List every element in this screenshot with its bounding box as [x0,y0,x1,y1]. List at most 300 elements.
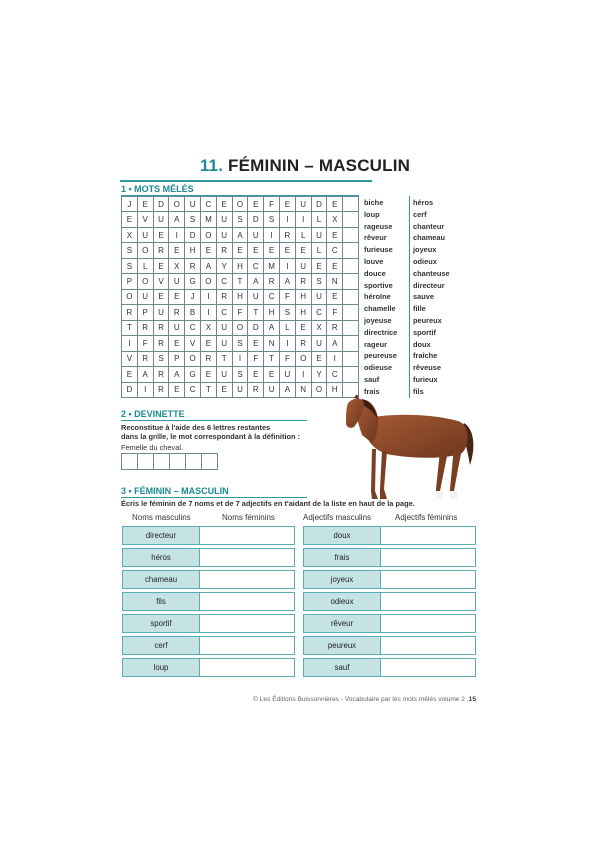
grid-cell: E [201,336,217,351]
word-list-item: rageuse [364,221,393,231]
grid-cell: M [201,212,217,227]
grid-cell: T [122,321,138,336]
feminine-answer-field[interactable] [381,549,475,566]
grid-cell: E [327,197,343,212]
word-list-item: directeur [413,280,445,290]
grid-cell: E [296,243,312,258]
grid-cell: X [312,321,328,336]
grid-cell: H [185,243,201,258]
grid-cell: U [280,367,296,382]
word-list-item: joyeuse [364,315,392,325]
grid-cell: L [138,259,154,274]
grid-cell: B [185,305,201,320]
grid-cell: E [264,367,280,382]
grid-cell: C [264,290,280,305]
grid-cell: R [296,274,312,289]
grid-cell: E [154,290,170,305]
grid-cell: U [217,336,233,351]
grid-cell: O [201,274,217,289]
grid-cell: F [264,197,280,212]
grid-cell: H [296,305,312,320]
feminine-answer-field[interactable] [200,593,294,610]
grid-cell: N [264,336,280,351]
feminine-answer-field[interactable] [200,637,294,654]
grid-cell: V [154,274,170,289]
grid-cell: O [296,352,312,367]
grid-cell: S [233,212,249,227]
grid-cell: R [327,321,343,336]
word-list-item: chamelle [364,304,396,314]
grid-cell: C [185,321,201,336]
word-list-left [364,197,397,398]
grid-cell: R [154,367,170,382]
word-list-item: biche [364,198,384,207]
answer-box[interactable] [185,453,202,470]
grid-cell: E [248,336,264,351]
grid-cell: E [169,243,185,258]
word-list-item: peureux [413,315,442,325]
page-footer [200,696,476,703]
grid-cell: U [217,367,233,382]
table-row [122,570,295,589]
section1-heading: 1 • MOTS MÊLÉS [121,184,194,194]
grid-cell: U [169,274,185,289]
word-list-item: chanteuse [413,268,450,278]
col-header-adjectifs-masculins: Adjectifs masculins [303,513,372,522]
answer-box[interactable] [137,453,154,470]
feminine-answer-field[interactable] [381,637,475,654]
grid-cell [343,243,359,258]
col-header-noms-feminins: Noms féminins [222,513,275,522]
section3-rule [121,497,307,498]
table-row [303,636,476,655]
grid-cell: R [201,352,217,367]
grid-cell: I [201,290,217,305]
masculine-word-cell: peureux [304,637,381,654]
grid-cell: J [122,197,138,212]
grid-cell: R [217,243,233,258]
grid-cell: H [264,305,280,320]
grid-cell: C [248,259,264,274]
masculine-word-cell: héros [123,549,200,566]
table-row [303,570,476,589]
col-header-adjectifs-feminins: Adjectifs féminins [395,513,458,522]
title-underline [120,180,372,182]
grid-cell: E [327,228,343,243]
devinette-definition: Femelle du cheval. [121,443,184,452]
grid-cell: U [217,228,233,243]
grid-cell: N [327,274,343,289]
grid-cell: C [217,305,233,320]
word-list-divider [409,196,410,398]
grid-cell: A [280,274,296,289]
grid-cell: S [233,336,249,351]
grid-cell: L [312,212,328,227]
grid-cell: E [201,243,217,258]
grid-cell: E [248,197,264,212]
masculine-word-cell: odieux [304,593,381,610]
grid-cell [343,259,359,274]
grid-cell: X [122,228,138,243]
grid-cell: R [248,383,264,398]
grid-cell: U [312,228,328,243]
nouns-table [122,526,295,677]
grid-cell: V [122,352,138,367]
answer-box[interactable] [121,453,138,470]
grid-cell: G [185,367,201,382]
devinette-line2: dans la grille, le mot correspondant à la définition : [121,432,301,441]
grid-cell: C [201,197,217,212]
masculine-word-cell: directeur [123,527,200,544]
feminine-answer-field[interactable] [381,659,475,676]
table-row [303,526,476,545]
grid-cell: Y [217,259,233,274]
feminine-answer-field[interactable] [381,593,475,610]
word-list-item: odieuse [364,363,392,373]
table-row [122,636,295,655]
grid-cell: O [201,228,217,243]
grid-cell: F [138,336,154,351]
devinette-line1: Reconstitue à l'aide des 6 lettres restantes [121,423,271,432]
word-list-item: louve [364,256,384,266]
grid-cell: O [122,290,138,305]
word-search-grid [121,196,359,398]
feminine-answer-field[interactable] [200,615,294,632]
word-list-right [413,197,450,398]
grid-cell: P [122,274,138,289]
grid-cell: F [248,352,264,367]
grid-cell: T [233,274,249,289]
table-row [303,592,476,611]
grid-cell: E [296,321,312,336]
grid-cell: R [154,383,170,398]
grid-cell [343,367,359,382]
word-list-item: cerf [413,209,427,219]
grid-cell: H [233,259,249,274]
grid-cell: X [327,212,343,227]
grid-cell: T [201,383,217,398]
grid-cell: L [312,243,328,258]
grid-cell: A [169,212,185,227]
word-list-item: doux [413,339,431,349]
table-row [303,658,476,677]
grid-cell: U [264,383,280,398]
word-list-item: fille [413,304,426,314]
word-list-item: frais [364,386,380,396]
grid-cell: Y [312,367,328,382]
grid-cell: A [248,274,264,289]
grid-cell: E [154,259,170,274]
grid-cell: U [248,290,264,305]
grid-cell: O [233,321,249,336]
grid-cell: E [248,367,264,382]
title-text: FÉMININ – MASCULIN [223,156,411,175]
grid-cell: E [217,383,233,398]
grid-cell [343,352,359,367]
answer-boxes [121,453,217,470]
grid-cell: A [201,259,217,274]
grid-cell: U [185,197,201,212]
grid-cell: O [312,383,328,398]
grid-cell: I [280,212,296,227]
page-title [110,156,500,176]
grid-cell [343,212,359,227]
grid-cell: U [154,212,170,227]
table-row [122,526,295,545]
grid-cell: S [185,212,201,227]
grid-cell: U [233,383,249,398]
grid-cell: E [264,243,280,258]
grid-cell: E [154,228,170,243]
grid-cell: E [280,197,296,212]
grid-cell: O [138,274,154,289]
grid-cell: F [233,305,249,320]
grid-cell: E [138,197,154,212]
masculine-word-cell: rêveur [304,615,381,632]
word-list-item: joyeux [413,245,437,255]
grid-cell: A [138,367,154,382]
feminine-answer-field[interactable] [381,571,475,588]
masculine-word-cell: sauf [304,659,381,676]
grid-cell: N [296,383,312,398]
grid-cell: E [233,243,249,258]
grid-cell: U [138,228,154,243]
answer-box[interactable] [169,453,186,470]
grid-cell: I [138,383,154,398]
word-list-item: chameau [413,233,446,243]
grid-cell: U [138,290,154,305]
grid-cell: A [264,321,280,336]
word-list-item: loup [364,209,380,219]
grid-cell: C [327,367,343,382]
word-list-item: chanteur [413,221,445,231]
grid-cell: D [185,228,201,243]
grid-cell [343,274,359,289]
grid-cell: I [122,336,138,351]
masculine-word-cell: joyeux [304,571,381,588]
grid-cell: E [280,243,296,258]
grid-cell: R [138,352,154,367]
grid-cell [343,321,359,336]
grid-cell: E [169,383,185,398]
table-row [122,614,295,633]
col-header-noms-masculins: Noms masculins [132,513,191,522]
grid-cell: D [248,321,264,336]
grid-cell: X [169,259,185,274]
grid-cell: A [327,336,343,351]
grid-cell: H [233,290,249,305]
grid-cell: R [154,321,170,336]
grid-cell: R [217,290,233,305]
grid-cell: O [233,197,249,212]
grid-cell: C [327,243,343,258]
grid-cell: D [248,212,264,227]
grid-cell: S [264,212,280,227]
grid-cell: H [296,290,312,305]
word-list-item: sportif [413,327,436,337]
grid-cell: E [122,367,138,382]
grid-cell: R [122,305,138,320]
grid-cell: P [138,305,154,320]
word-list-item: furieux [413,374,438,384]
table-row [303,548,476,567]
grid-cell: U [312,336,328,351]
grid-cell: G [185,274,201,289]
grid-cell: U [217,321,233,336]
word-list-item: héros [413,198,434,207]
word-list-item: peureuse [364,351,397,361]
grid-cell: D [154,197,170,212]
title-number: 11. [199,156,224,175]
word-list-item: fraîche [413,351,438,361]
grid-cell: U [248,228,264,243]
grid-cell: R [280,228,296,243]
grid-cell: S [280,305,296,320]
grid-cell: D [312,197,328,212]
grid-cell: F [327,305,343,320]
footer-text: © Les Éditions Buissonnières - Vocabulaire par les mots mêlés volume 2 . [253,696,469,703]
grid-cell: O [138,243,154,258]
word-list-item: fils [413,386,424,396]
grid-cell: V [185,336,201,351]
section3-heading: 3 • FÉMININ – MASCULIN [121,486,229,496]
word-list-item: furieuse [364,245,393,255]
grid-cell: S [312,274,328,289]
grid-cell: T [248,305,264,320]
masculine-word-cell: loup [123,659,200,676]
grid-cell: A [233,228,249,243]
feminine-answer-field[interactable] [381,527,475,544]
grid-cell: I [296,212,312,227]
word-list-item: rêveuse [413,363,441,373]
table-row [303,614,476,633]
word-list-item: rêveur [364,233,387,243]
table-row [122,548,295,567]
grid-cell [343,228,359,243]
grid-cell: E [327,290,343,305]
table-row [122,658,295,677]
grid-cell: U [217,212,233,227]
word-list-item: sauf [364,374,380,384]
grid-cell [343,290,359,305]
masculine-word-cell: chameau [123,571,200,588]
grid-cell: O [169,197,185,212]
grid-cell: T [264,352,280,367]
grid-cell: I [280,259,296,274]
grid-cell: C [312,305,328,320]
grid-cell: I [201,305,217,320]
grid-cell: E [122,212,138,227]
grid-cell: R [138,321,154,336]
feminine-answer-field[interactable] [200,549,294,566]
grid-cell: U [296,259,312,274]
word-list-item: sportive [364,280,393,290]
grid-cell: E [169,290,185,305]
grid-cell: U [154,305,170,320]
word-list-item: directrice [364,327,398,337]
grid-cell: M [264,259,280,274]
grid-cell: T [217,352,233,367]
grid-cell: X [201,321,217,336]
answer-box[interactable] [201,453,218,470]
grid-cell: A [169,367,185,382]
grid-cell: J [185,290,201,305]
grid-cell [343,336,359,351]
grid-cell: O [185,352,201,367]
grid-cell: A [280,383,296,398]
grid-cell: L [280,321,296,336]
feminine-answer-field[interactable] [200,659,294,676]
table-row [122,592,295,611]
masculine-word-cell: cerf [123,637,200,654]
grid-cell: U [169,321,185,336]
grid-cell: L [296,228,312,243]
grid-cell: C [217,274,233,289]
grid-cell [343,305,359,320]
grid-cell: F [280,290,296,305]
grid-cell: C [185,383,201,398]
grid-cell: U [312,290,328,305]
page-number: 15 [468,696,476,703]
answer-box[interactable] [153,453,170,470]
grid-cell: R [169,305,185,320]
grid-cell: I [264,228,280,243]
grid-cell: P [169,352,185,367]
grid-cell: R [154,336,170,351]
feminine-answer-field[interactable] [381,615,475,632]
grid-cell: R [264,274,280,289]
word-list-item: sauve [413,292,434,302]
grid-cell: S [122,243,138,258]
adjectives-table [303,526,476,677]
grid-cell: E [169,336,185,351]
grid-cell: I [233,352,249,367]
word-list-item: douce [364,268,386,278]
grid-cell: I [327,352,343,367]
horse-illustration [318,395,500,507]
grid-cell: E [312,352,328,367]
word-list-item: rageur [364,339,388,349]
grid-cell: I [169,228,185,243]
grid-cell: I [296,367,312,382]
feminine-answer-field[interactable] [200,571,294,588]
grid-cell: R [296,336,312,351]
grid-cell: I [280,336,296,351]
grid-cell: F [280,352,296,367]
grid-cell: E [312,259,328,274]
grid-cell: D [122,383,138,398]
grid-cell: S [122,259,138,274]
feminine-answer-field[interactable] [200,527,294,544]
section3-instruction: Écris le féminin de 7 noms et de 7 adjectifs en t'aidant de la liste en haut de la page. [121,499,415,508]
grid-cell: R [185,259,201,274]
masculine-word-cell: doux [304,527,381,544]
masculine-word-cell: frais [304,549,381,566]
grid-cell: E [201,367,217,382]
grid-cell: S [233,367,249,382]
section2-rule [121,420,307,421]
word-list-item: héroïne [364,292,391,302]
grid-cell: E [327,259,343,274]
grid-cell: E [217,197,233,212]
masculine-word-cell: fils [123,593,200,610]
masculine-word-cell: sportif [123,615,200,632]
section2-heading: 2 • DEVINETTE [121,409,185,419]
grid-cell: U [296,197,312,212]
grid-cell: R [154,243,170,258]
grid-cell: S [154,352,170,367]
grid-cell: H [327,383,343,398]
